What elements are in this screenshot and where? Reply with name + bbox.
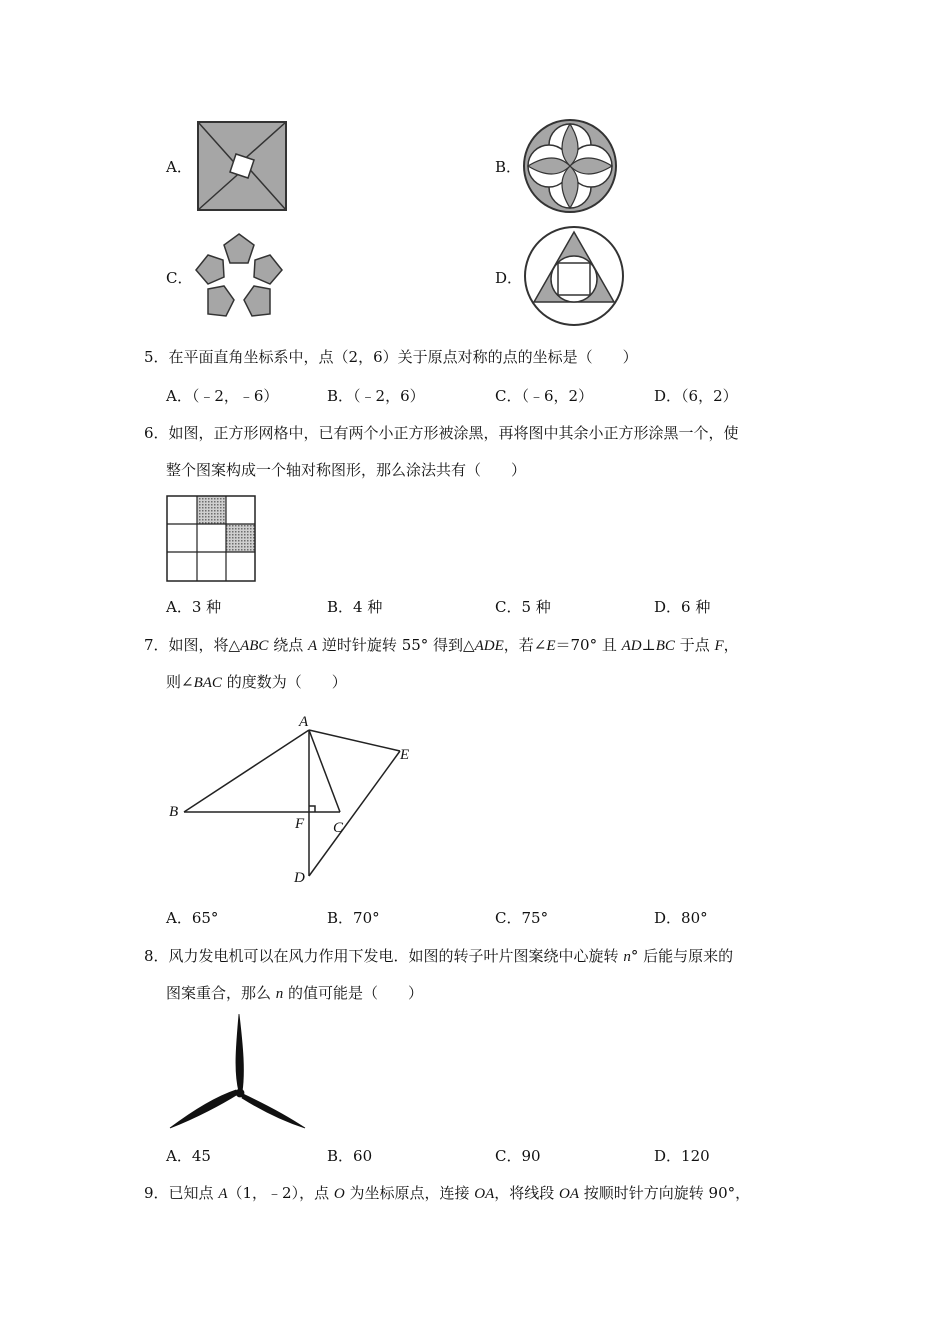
q8-stem-line2: 图案重合，那么 n 的值可能是（ ） xyxy=(166,984,424,1002)
q9-stem-line1: 9．已知点 A（1，﹣2），点 O 为坐标原点，连接 OA，将线段 OA 按顺时针方向旋转 90°， xyxy=(144,1184,751,1202)
q6-grid-figure xyxy=(166,495,256,583)
q8-option-a[interactable]: A．45 xyxy=(166,1147,211,1165)
q5-option-a[interactable]: A．（﹣2，﹣6） xyxy=(166,387,279,405)
q7-label-a: A xyxy=(299,714,309,730)
q7-triangle-figure xyxy=(160,708,420,890)
q7-option-c[interactable]: C．75° xyxy=(495,909,549,927)
q4-option-c-label: C． xyxy=(166,269,193,287)
q6-option-d[interactable]: D．6 种 xyxy=(654,598,711,616)
q5-stem: 5．在平面直角坐标系中，点（2，6）关于原点对称的点的坐标是（ ） xyxy=(144,348,638,366)
q8-windmill-figure xyxy=(166,1010,308,1132)
q7-stem-line2: 则∠BAC 的度数为（ ） xyxy=(166,673,347,691)
q6-stem-line1: 6．如图，正方形网格中，已有两个小正方形被涂黑，再将图中其余小正方形涂黑一个，使 xyxy=(144,424,739,442)
q7-stem-line1: 7．如图，将△ABC 绕点 A 逆时针旋转 55° 得到△ADE，若∠E＝70° 且 AD⊥BC 于点 F， xyxy=(144,636,739,654)
q5-option-c[interactable]: C．（﹣6，2） xyxy=(495,387,594,405)
q4-option-d-label: D． xyxy=(495,269,523,287)
q4-option-a-label: A． xyxy=(166,158,192,176)
q7-label-e: E xyxy=(400,747,410,763)
q8-option-d[interactable]: D．120 xyxy=(654,1147,710,1165)
q7-label-c: C xyxy=(333,820,344,836)
q6-option-a[interactable]: A．3 种 xyxy=(166,598,222,616)
q4-option-b-label: B． xyxy=(495,158,522,176)
q7-option-d[interactable]: D．80° xyxy=(654,909,708,927)
q6-option-b[interactable]: B．4 种 xyxy=(327,598,383,616)
q8-stem-line1: 8．风力发电机可以在风力作用下发电．如图的转子叶片图案绕中心旋转 n° 后能与原来的 xyxy=(144,947,734,965)
q7-option-a[interactable]: A．65° xyxy=(166,909,219,927)
q7-label-b: B xyxy=(169,804,179,820)
q7-label-f: F xyxy=(295,816,305,832)
q5-option-d[interactable]: D．（6，2） xyxy=(654,387,738,405)
q4-figure-c xyxy=(190,230,288,322)
q6-option-c[interactable]: C．5 种 xyxy=(495,598,551,616)
q5-option-b[interactable]: B．（﹣2，6） xyxy=(327,387,425,405)
q7-option-b[interactable]: B．70° xyxy=(327,909,380,927)
q4-figure-d xyxy=(522,224,626,328)
q8-option-c[interactable]: C．90 xyxy=(495,1147,541,1165)
q8-option-b[interactable]: B．60 xyxy=(327,1147,373,1165)
q6-stem-line2: 整个图案构成一个轴对称图形，那么涂法共有（ ） xyxy=(166,461,527,479)
q7-label-d: D xyxy=(294,870,305,886)
q4-figure-b xyxy=(520,116,620,216)
q4-figure-a xyxy=(196,120,288,212)
